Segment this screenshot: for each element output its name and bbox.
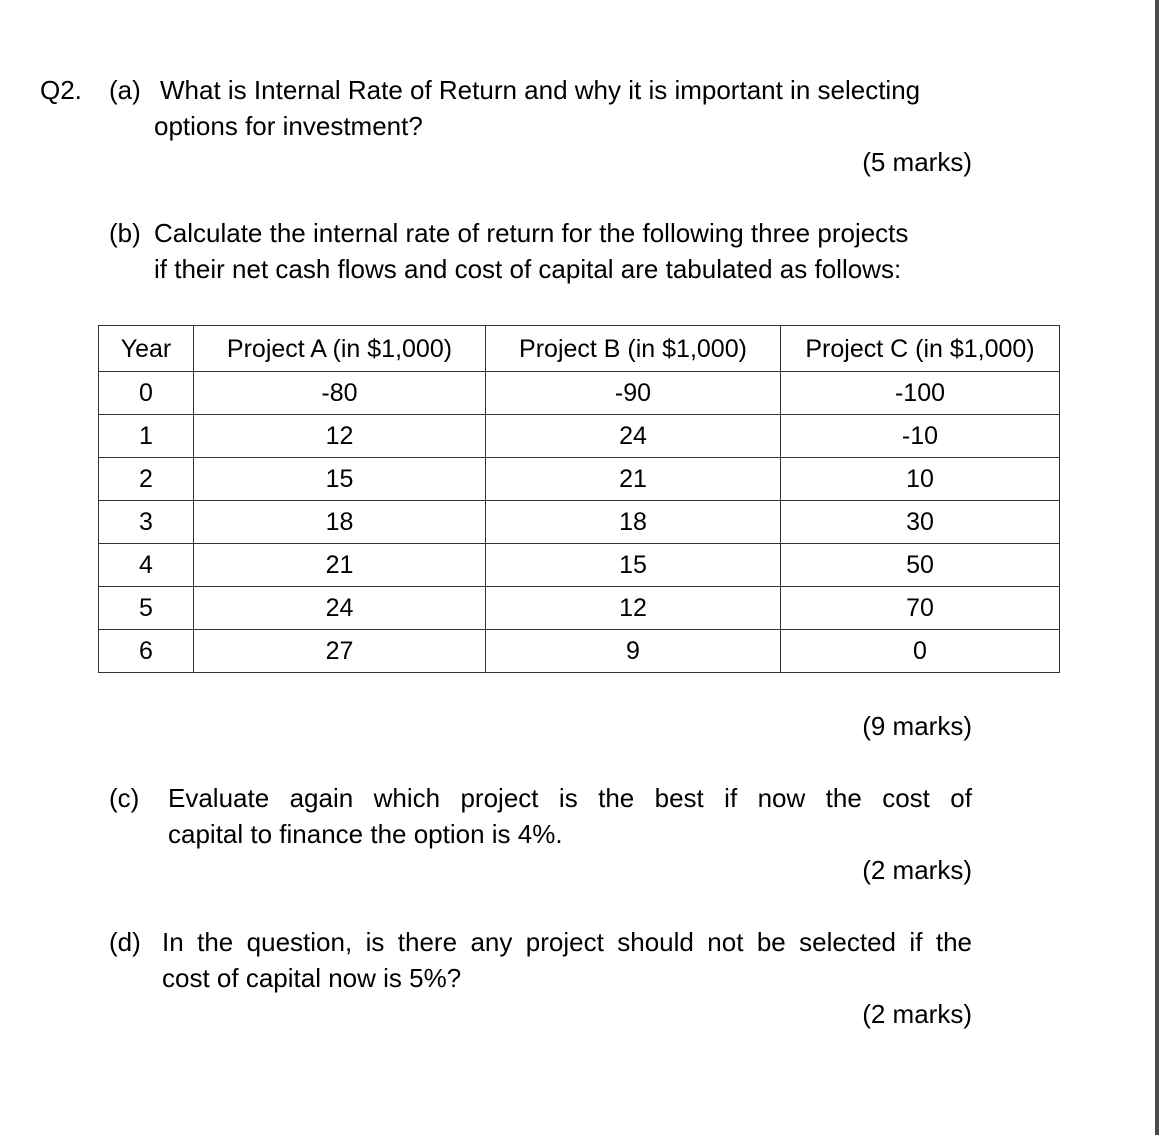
cell-project-a: 15 [194,458,486,501]
table-header-row [99,326,1060,372]
cell-project-c: 0 [781,630,1060,673]
header-project-c: Project C (in $1,000) [781,326,1060,372]
cell-project-c: -100 [781,372,1060,415]
cell-year: 3 [99,501,194,544]
cell-project-c: 10 [781,458,1060,501]
part-c-text-line2: capital to finance the option is 4%. [168,819,563,849]
part-b-label: (b) [109,218,141,248]
cell-project-b: 12 [486,587,781,630]
table-row [99,587,1060,630]
cell-project-a: 24 [194,587,486,630]
header-project-b: Project B (in $1,000) [486,326,781,372]
cell-project-b: 18 [486,501,781,544]
cell-project-b: 21 [486,458,781,501]
header-project-a: Project A (in $1,000) [194,326,486,372]
part-b-text-line2: if their net cash flows and cost of capital are tabulated as follows: [154,254,902,284]
part-c-text-line1: Evaluate again which project is the best if now the cost of [168,783,972,813]
cell-year: 2 [99,458,194,501]
part-a-text-line2: options for investment? [154,111,423,141]
part-b-text-line1: Calculate the internal rate of return for the following three projects [154,218,909,248]
cell-project-a: 18 [194,501,486,544]
cash-flow-table [98,325,1060,673]
cell-project-c: 50 [781,544,1060,587]
table-row [99,372,1060,415]
cell-year: 1 [99,415,194,458]
cell-project-a: 21 [194,544,486,587]
table-row [99,630,1060,673]
cell-project-b: 15 [486,544,781,587]
part-a-text-line1: What is Internal Rate of Return and why it is important in selecting [160,75,921,105]
part-d-marks: (2 marks) [862,999,972,1029]
cell-year: 4 [99,544,194,587]
table-row [99,501,1060,544]
table-row [99,458,1060,501]
cell-project-a: 27 [194,630,486,673]
cell-year: 5 [99,587,194,630]
cell-year: 0 [99,372,194,415]
part-a-label: (a) [109,75,141,105]
part-a-marks: (5 marks) [862,147,972,177]
question-number: Q2. [40,75,82,105]
part-d-text-line2: cost of capital now is 5%? [162,963,462,993]
cell-project-c: 30 [781,501,1060,544]
part-c-label: (c) [109,783,140,813]
cell-project-b: 24 [486,415,781,458]
header-year: Year [99,326,194,372]
page-edge-bar [1155,0,1159,1135]
cell-project-c: 70 [781,587,1060,630]
cell-project-b: -90 [486,372,781,415]
part-d-label: (d) [109,927,141,957]
table-row [99,415,1060,458]
cell-project-a: 12 [194,415,486,458]
part-b-marks: (9 marks) [862,711,972,741]
cell-project-b: 9 [486,630,781,673]
cell-year: 6 [99,630,194,673]
table-row [99,544,1060,587]
cell-project-a: -80 [194,372,486,415]
cell-project-c: -10 [781,415,1060,458]
part-c-marks: (2 marks) [862,855,972,885]
part-d-text-line1: In the question, is there any project should not be selected if the [162,927,972,957]
